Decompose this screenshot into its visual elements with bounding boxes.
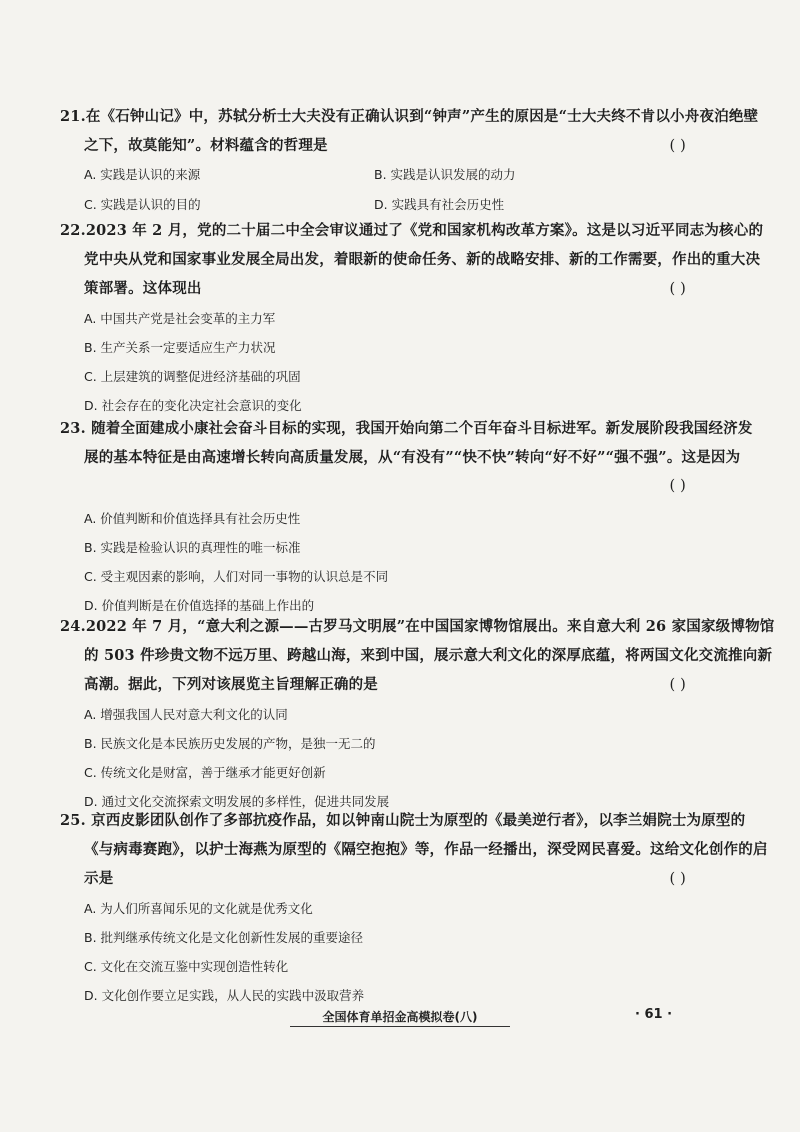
answer-parentheses: ( ) bbox=[669, 281, 686, 297]
option-a: A. 增强我国人民对意大利文化的认同 bbox=[84, 707, 288, 722]
page-number: · 61 · bbox=[635, 1007, 673, 1022]
question-stem-line bbox=[60, 676, 700, 694]
question-21 bbox=[60, 108, 759, 213]
option-d: D. 社会存在的变化决定社会意识的变化 bbox=[84, 398, 302, 413]
option-d: D. 通过文化交流探索文明发展的多样性，促进共同发展 bbox=[84, 794, 390, 809]
question-stem-line: 22.2023 年 2 月，党的二十届二中全会审议通过了《党和国家机构改革方案》。这是以习近平同志为核心的 bbox=[60, 222, 764, 239]
question-25 bbox=[60, 812, 768, 1004]
option-c: C. 受主观因素的影响，人们对同一事物的认识总是不同 bbox=[84, 569, 389, 584]
option-d: D. 价值判断是在价值选择的基础上作出的 bbox=[84, 598, 315, 613]
question-22 bbox=[60, 222, 764, 414]
question-stem-line: 展的基本特征是由高速增长转向高质量发展，从“有没有”“快不快”转向“好不好”“强不强”。这是因为 bbox=[84, 449, 741, 466]
option-c: C. 上层建筑的调整促进经济基础的巩固 bbox=[84, 369, 301, 384]
question-stem-line: 24.2022 年 7 月，“意大利之源——古罗马文明展”在中国国家博物馆展出。来自意大利 26 家国家级博物馆 bbox=[60, 618, 775, 635]
question-stem-line: 党中央从党和国家事业发展全局出发，着眼新的使命任务、新的战略安排、新的工作需要，作出的重大决 bbox=[84, 251, 761, 268]
option-b: B. 实践是检验认识的真理性的唯一标准 bbox=[84, 540, 301, 555]
answer-parentheses: ( ) bbox=[669, 677, 686, 693]
question-stem-text: 示是 bbox=[84, 870, 114, 887]
question-stem-line bbox=[60, 477, 700, 495]
question-stem-line: 的 503 件珍贵文物不远万里、跨越山海，来到中国，展示意大利文化的深厚底蕴，将两国文化交流推向新 bbox=[84, 647, 773, 664]
footer-title: 全国体育单招金高模拟卷(八) bbox=[290, 1008, 510, 1027]
answer-parentheses: ( ) bbox=[669, 478, 686, 494]
option-b: B. 批判继承传统文化是文化创新性发展的重要途径 bbox=[84, 930, 364, 945]
question-stem-text: 高潮。据此，下列对该展览主旨理解正确的是 bbox=[84, 676, 378, 693]
question-stem-line bbox=[60, 870, 700, 888]
question-stem-line: 23. 随着全面建成小康社会奋斗目标的实现，我国开始向第二个百年奋斗目标进军。新发展阶段我国经济发 bbox=[60, 420, 753, 437]
option-b: B. 民族文化是本民族历史发展的产物，是独一无二的 bbox=[84, 736, 376, 751]
option-list bbox=[60, 167, 700, 213]
option-c: C. 实践是认识的目的 bbox=[84, 197, 201, 212]
option-a: A. 为人们所喜闻乐见的文化就是优秀文化 bbox=[84, 901, 313, 916]
question-stem-line: 21.在《石钟山记》中，苏轼分析士大夫没有正确认识到“钟声”产生的原因是“士大夫终不肯以小舟夜泊绝壁 bbox=[60, 108, 759, 125]
option-b: B. 实践是认识发展的动力 bbox=[374, 167, 516, 182]
question-stem-line: 《与病毒赛跑》，以护士海燕为原型的《隔空抱抱》等，作品一经播出，深受网民喜爱。这给文化创作的启 bbox=[84, 841, 768, 858]
question-stem-text: 策部署。这体现出 bbox=[84, 280, 202, 297]
option-a: A. 中国共产党是社会变革的主力军 bbox=[84, 311, 276, 326]
question-stem-line bbox=[60, 280, 700, 298]
question-stem-line bbox=[60, 137, 700, 155]
question-stem-text: 之下，故莫能知”。材料蕴含的哲理是 bbox=[84, 137, 328, 154]
option-c: C. 传统文化是财富，善于继承才能更好创新 bbox=[84, 765, 326, 780]
option-d: D. 实践具有社会历史性 bbox=[374, 197, 505, 212]
question-24 bbox=[60, 618, 775, 810]
question-stem-line: 25. 京西皮影团队创作了多部抗疫作品，如以钟南山院士为原型的《最美逆行者》，以李兰娟院士为原型的 bbox=[60, 812, 746, 829]
option-b: B. 生产关系一定要适应生产力状况 bbox=[84, 340, 276, 355]
answer-parentheses: ( ) bbox=[669, 138, 686, 154]
option-a: A. 价值判断和价值选择具有社会历史性 bbox=[84, 511, 301, 526]
option-c: C. 文化在交流互鉴中实现创造性转化 bbox=[84, 959, 289, 974]
option-a: A. 实践是认识的来源 bbox=[84, 167, 201, 182]
option-d: D. 文化创作要立足实践，从人民的实践中汲取营养 bbox=[84, 988, 365, 1003]
question-23 bbox=[60, 420, 753, 614]
answer-parentheses: ( ) bbox=[669, 871, 686, 887]
